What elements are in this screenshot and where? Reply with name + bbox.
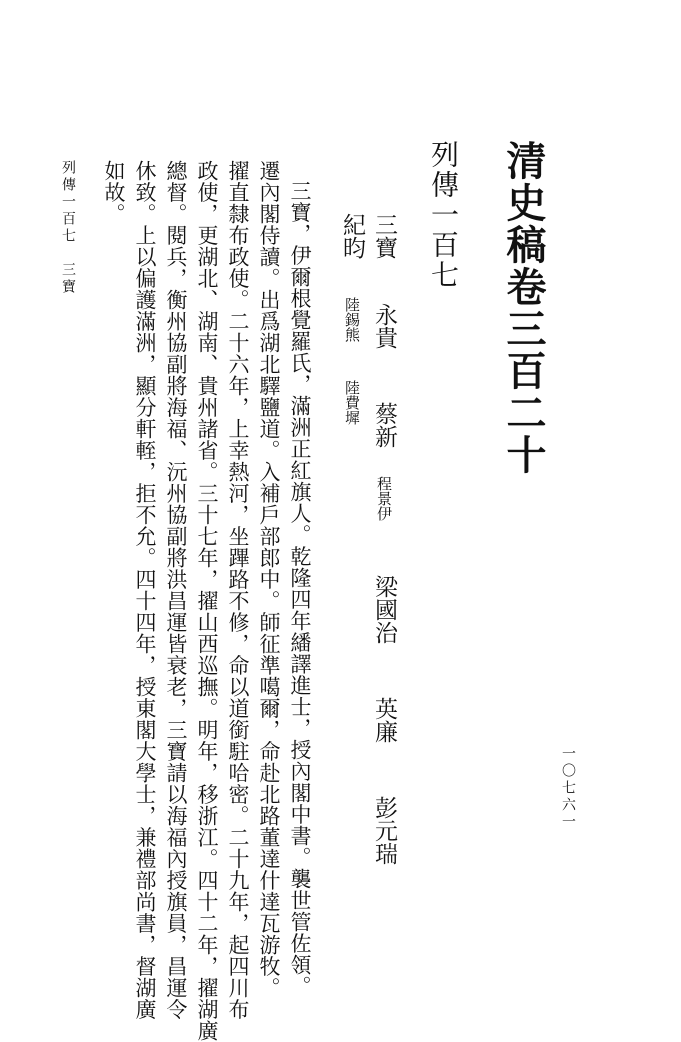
chapter-title: 列傳一百七 <box>427 140 460 290</box>
biography-name: 程景伊 <box>375 476 393 521</box>
body-line-3: 擢直隸布政使。二十六年，上幸熱河，坐蹕路不修，命以道銜駐哈密。二十九年，起四川布 <box>226 160 250 1020</box>
volume-title: 清史稿卷三百二十 <box>500 140 547 476</box>
body-line-6: 休致。上以偏護滿洲，顯分軒輊，拒不允。四十四年，授東閣大學士，兼禮部尚書，督湖廣 <box>133 160 157 1020</box>
body-line-1: 三寶，伊爾根覺羅氏，滿洲正紅旗人。乾隆四年繙譯進士，授內閣中書。襲世管佐領。 <box>288 180 312 997</box>
page-number: 一〇七六一 <box>560 746 576 831</box>
biography-name: 陸錫熊 <box>343 297 361 342</box>
body-line-5: 總督。閱兵，衡州協副將海福、沅州協副將洪昌運皆衰老，三寶請以海福內授旗員，昌運令 <box>164 160 188 1020</box>
biography-name: 紀昀 <box>339 213 365 259</box>
biography-name: 彭元瑞 <box>371 796 397 865</box>
page-footer-section: 列傳一百七 三寶 <box>60 160 76 296</box>
biography-names-line-1 <box>372 213 395 865</box>
biography-names-line-2 <box>340 213 363 425</box>
biography-name: 三寶 <box>371 213 397 259</box>
biography-name: 英廉 <box>371 697 397 743</box>
body-line-7: 如故。 <box>102 160 126 225</box>
biography-name: 梁國治 <box>371 575 397 644</box>
biography-name: 永貴 <box>371 303 397 349</box>
body-line-4: 政使，更湖北、湖南、貴州諸省。三十七年，擢山西巡撫。明年，移浙江。四十二年，擢湖廣 <box>195 160 219 1042</box>
biography-name: 陸費墀 <box>343 380 361 425</box>
biography-name: 蔡新 <box>371 402 397 448</box>
body-line-2: 遷內閣侍讀。出爲湖北驛鹽道。入補戶部郎中。師征準噶爾，命赴北路董達什達瓦游牧。 <box>257 160 281 999</box>
